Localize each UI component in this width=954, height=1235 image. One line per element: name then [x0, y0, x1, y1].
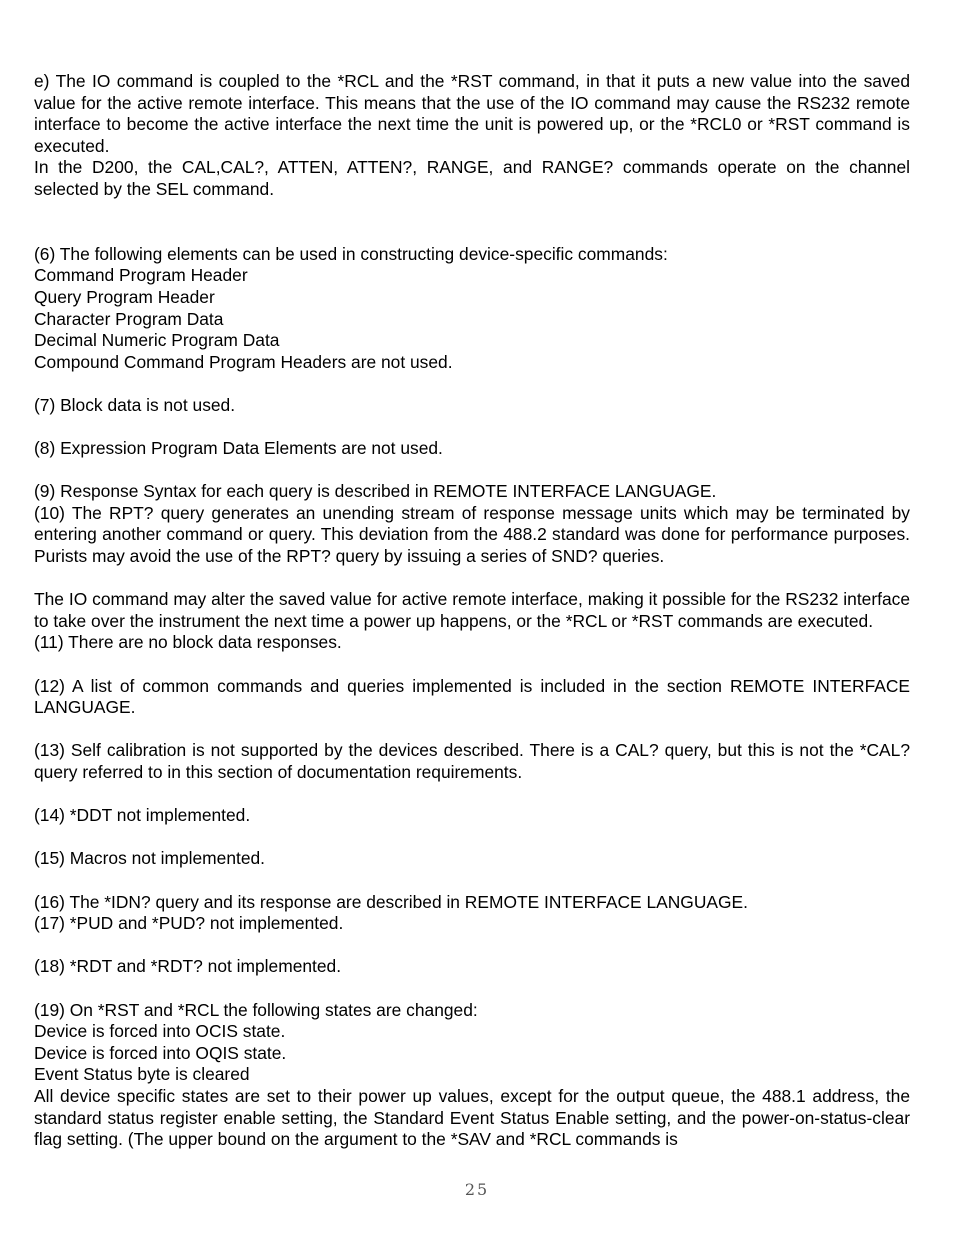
list-item: Query Program Header: [34, 286, 215, 307]
paragraph-15: (15) Macros not implemented.: [34, 848, 266, 869]
paragraph-14: (14) *DDT not implemented.: [34, 805, 251, 826]
paragraph-16: (16) The *IDN? query and its response are described in REMOTE INTERFACE LANGUAGE.: [34, 891, 748, 912]
paragraph-9: (9) Response Syntax for each query is described in REMOTE INTERFACE LANGUAGE.: [34, 481, 717, 502]
list-item: Event Status byte is cleared: [34, 1064, 250, 1085]
paragraph-13: (13) Self calibration is not supported by the devices described. There is a CAL? query, but this is not the *CAL? query referred to in this section of documentation requirements.: [34, 740, 910, 782]
paragraph-all-states: All device specific states are set to their power up values, except for the output queue, the 488.1 address, the standard status register enable setting, the Standard Event Status Enable setting, and the power-on-status-clear flag setting. (The upper bound on the argument to the *SAV and *RCL commands is: [34, 1085, 910, 1150]
document-body: [34, 71, 910, 1151]
list-item: Compound Command Program Headers are not used.: [34, 351, 453, 372]
list-item: Device is forced into OCIS state.: [34, 1021, 286, 1042]
paragraph-18: (18) *RDT and *RDT? not implemented.: [34, 956, 342, 977]
list-item: Decimal Numeric Program Data: [34, 330, 280, 351]
paragraph-19: (19) On *RST and *RCL the following states are changed:: [34, 999, 478, 1020]
paragraph-11: (11) There are no block data responses.: [34, 632, 342, 653]
paragraph-io: The IO command may alter the saved value for active remote interface, making it possible for the RS232 interface to take over the instrument the next time a power up happens, or the *RCL or *RST commands are executed.: [34, 589, 910, 631]
paragraph-12: (12) A list of common commands and queries implemented is included in the section REMOTE INTERFACE LANGUAGE.: [34, 675, 910, 718]
paragraph-d200: In the D200, the CAL,CAL?, ATTEN, ATTEN?, RANGE, and RANGE? commands operate on the channel selected by the SEL command.: [34, 157, 910, 199]
list-item: Command Program Header: [34, 265, 248, 286]
list-item: Character Program Data: [34, 308, 224, 329]
paragraph-e: e) The IO command is coupled to the *RCL and the *RST command, in that it puts a new value into the saved value for the active remote interface. This means that the use of the IO command may cause the RS232 remote interface to become the active interface the next time the unit is powered up, or the *RCL0 or *RST command is executed.: [34, 71, 910, 156]
list-item: Device is forced into OQIS state.: [34, 1042, 287, 1063]
paragraph-10: (10) The RPT? query generates an unending stream of response message units which may be terminated by entering another command or query. This deviation from the 488.2 standard was done for performance purposes. Purists may avoid the use of the RPT? query by issuing a series of SND? queries.: [34, 502, 910, 567]
paragraph-17: (17) *PUD and *PUD? not implemented.: [34, 913, 344, 934]
paragraph-7: (7) Block data is not used.: [34, 394, 236, 415]
page-number: 25: [464, 1180, 490, 1199]
paragraph-8: (8) Expression Program Data Elements are not used.: [34, 438, 443, 459]
paragraph-6: (6) The following elements can be used in constructing device-specific commands:: [34, 243, 668, 264]
